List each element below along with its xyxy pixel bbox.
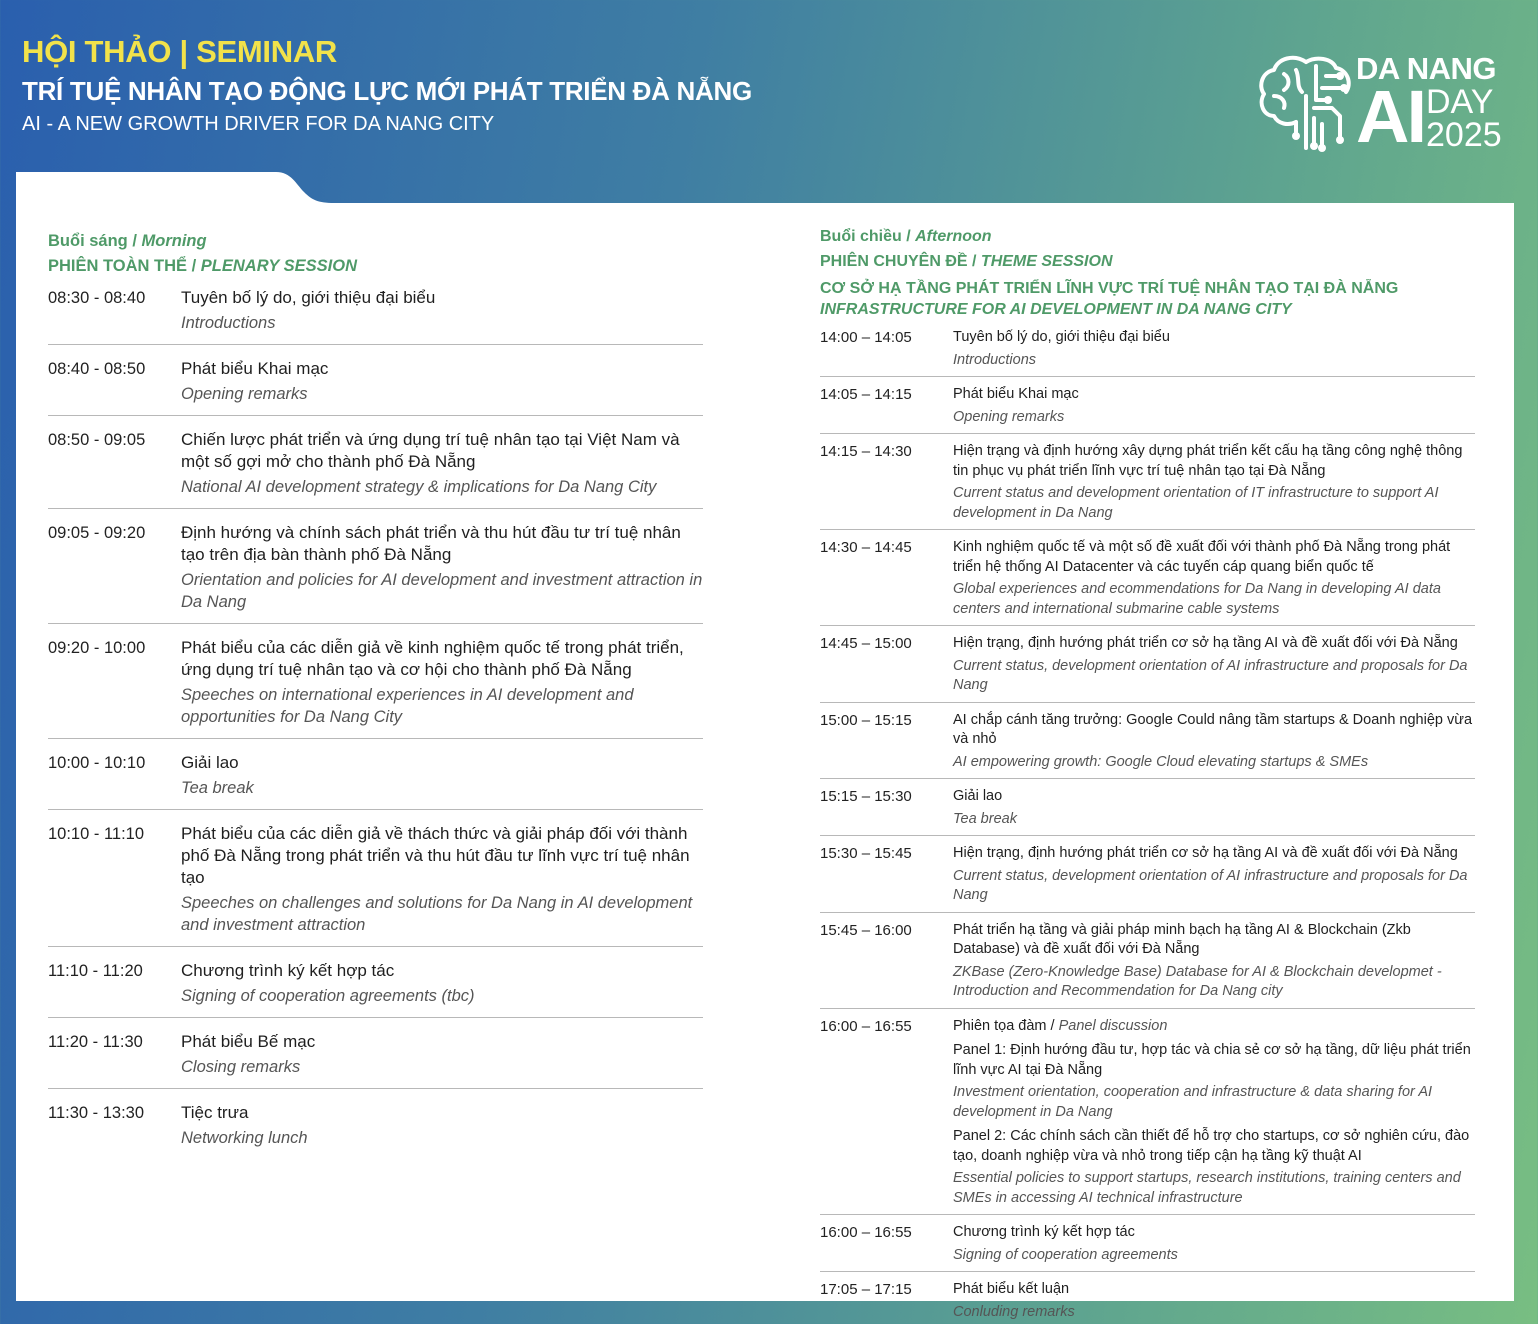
morning-column <box>48 229 710 1172</box>
panel-2-title-vi: Panel 2: Các chính sách cần thiết để hỗ trợ cho startups, cơ sở nghiên cứu, đào tạo, doanh nghiệp vừa và nhỏ trong tiếp cận hạ tầng kỹ thuật AI <box>953 1128 1470 1164</box>
agenda-row <box>48 1102 703 1159</box>
agenda-title-vi: Phát biểu Bế mạc <box>181 1032 316 1051</box>
agenda-title-vi: Giải lao <box>181 753 239 772</box>
agenda-title-en: Signing of cooperation agreements (tbc) <box>181 987 475 1005</box>
agenda-row <box>820 1280 1475 1324</box>
morning-session-heading: Buổi sáng / Morning <box>48 232 207 250</box>
agenda-title-en: Signing of cooperation agreements <box>953 1246 1178 1263</box>
agenda-time: 08:30 - 08:40 <box>48 289 146 307</box>
agenda-time: 11:20 - 11:30 <box>48 1033 143 1051</box>
agenda-row <box>48 358 703 416</box>
agenda-title-en: National AI development strategy & implications for Da Nang City <box>181 478 657 496</box>
agenda-title-vi: Giải lao <box>953 788 1003 804</box>
agenda-title-vi: Hiện trạng và định hướng xây dựng phát triển kết cấu hạ tầng công nghệ thông tin phục vụ phát triển lĩnh vực trí tuệ nhân tạo tại Đà Nẵng <box>953 443 1463 479</box>
agenda-title-en: AI empowering growth: Google Cloud elevating startups & SMEs <box>953 753 1369 770</box>
agenda-time: 10:00 - 10:10 <box>48 754 146 772</box>
agenda-row <box>820 328 1475 377</box>
agenda-title-en: Tea break <box>181 779 254 797</box>
agenda-row <box>48 429 703 509</box>
agenda-title-en: Introductions <box>953 351 1037 368</box>
agenda-time: 16:00 – 16:55 <box>820 1224 912 1241</box>
agenda-title-en: Tea break <box>953 810 1017 827</box>
brain-circuit-icon <box>1256 52 1356 152</box>
agenda-row-panel-discussion <box>820 1017 1475 1216</box>
agenda-title-vi: Hiện trạng, định hướng phát triển cơ sở hạ tầng AI và đề xuất đối với Đà Nẵng <box>953 635 1458 651</box>
agenda-time: 14:45 – 15:00 <box>820 635 912 652</box>
panel-2-title-en: Essential policies to support startups, research institutions, training centers and SMEs in accessing AI technical infrastructure <box>953 1170 1461 1206</box>
agenda-row <box>820 442 1475 530</box>
theme-title-en: INFRASTRUCTURE FOR AI DEVELOPMENT IN DA NANG CITY <box>820 301 1292 318</box>
afternoon-session-heading: Buổi chiều / Afternoon <box>820 228 992 245</box>
agenda-time: 15:30 – 15:45 <box>820 845 912 862</box>
logo-ai: AI <box>1356 75 1424 158</box>
agenda-row <box>48 287 703 345</box>
agenda-time: 15:15 – 15:30 <box>820 788 912 805</box>
agenda-title-vi: Phát biểu kết luận <box>953 1281 1070 1297</box>
agenda-title-en: Current status, development orientation of AI infrastructure and proposals for Da Nang <box>953 657 1468 693</box>
agenda-title-vi: AI chắp cánh tăng trưởng: Google Could nâng tầm startups & Doanh nghiệp vừa và nhỏ <box>953 711 1473 747</box>
agenda-row <box>820 538 1475 626</box>
agenda-title-vi: Tuyên bố lý do, giới thiệu đại biểu <box>953 329 1170 345</box>
agenda-row <box>820 787 1475 836</box>
agenda-row <box>48 637 703 739</box>
agenda-title-en: Speeches on challenges and solutions for Da Nang in AI development and investment attraction <box>181 894 693 934</box>
agenda-time: 14:00 – 14:05 <box>820 329 912 346</box>
agenda-title-vi: Hiện trạng, định hướng phát triển cơ sở hạ tầng AI và đề xuất đối với Đà Nẵng <box>953 845 1458 861</box>
agenda-title-en: Networking lunch <box>181 1129 308 1147</box>
agenda-title-en: Current status and development orientation of IT infrastructure to support AI development in Da Nang <box>953 485 1439 521</box>
agenda-title-vi: Định hướng và chính sách phát triển và thu hút đầu tư trí tuệ nhân tạo trên địa bàn thành phố Đà Nẵng <box>181 523 681 564</box>
agenda-title-en: Opening remarks <box>181 385 308 403</box>
agenda-row <box>820 844 1475 913</box>
agenda-time: 09:05 - 09:20 <box>48 524 146 542</box>
agenda-title-vi: Chương trình ký kết hợp tác <box>953 1224 1135 1240</box>
agenda-title-vi: Tiệc trưa <box>181 1103 249 1122</box>
agenda-row <box>820 1223 1475 1272</box>
agenda-time: 16:00 – 16:55 <box>820 1017 912 1035</box>
agenda-row <box>48 960 703 1018</box>
morning-agenda-list <box>48 287 710 1159</box>
logo-day: DAY <box>1426 83 1494 121</box>
title-vietnamese: TRÍ TUỆ NHÂN TẠO ĐỘNG LỰC MỚI PHÁT TRIỂN ĐÀ NẴNG <box>22 76 752 106</box>
agenda-title-en: Current status, development orientation of AI infrastructure and proposals for Da Nang <box>953 867 1468 903</box>
agenda-time: 10:10 - 11:10 <box>48 825 145 843</box>
logo-da-nang: DA NANG <box>1356 51 1497 86</box>
panel-discussion-title: Phiên tọa đàm / Panel discussion <box>953 1017 1168 1034</box>
agenda-title-vi: Phát biểu Khai mạc <box>181 359 329 378</box>
theme-session-heading: PHIÊN CHUYÊN ĐỀ / THEME SESSION <box>820 253 1113 270</box>
theme-title-vi: CƠ SỞ HẠ TẦNG PHÁT TRIỂN LĨNH VỰC TRÍ TUỆ NHÂN TẠO TẠI ĐÀ NẴNG <box>820 280 1399 297</box>
agenda-title-vi: Kinh nghiệm quốc tế và một số đề xuất đối với thành phố Đà Nẵng trong phát triển hệ thống AI Datacenter và các tuyến cáp quang biển quốc tế <box>953 539 1451 575</box>
agenda-time: 09:20 - 10:00 <box>48 639 146 657</box>
agenda-time: 11:30 - 13:30 <box>48 1104 145 1122</box>
agenda-time: 15:45 – 16:00 <box>820 921 912 939</box>
agenda-time: 17:05 – 17:15 <box>820 1281 912 1298</box>
agenda-title-en: ZKBase (Zero-Knowledge Base) Database for AI & Blockchain developmet - Introduction and Recommendation for Da Nang city <box>953 963 1442 999</box>
agenda-title-en: Global experiences and ecommendations for Da Nang in developing AI data centers and international submarine cable systems <box>953 581 1441 617</box>
agenda-time: 08:50 - 09:05 <box>48 431 146 449</box>
agenda-title-vi: Chiến lược phát triển và ứng dụng trí tuệ nhân tạo tại Việt Nam và một số gợi mở cho thành phố Đà Nẵng <box>181 430 680 471</box>
agenda-row <box>820 385 1475 434</box>
agenda-title-vi: Phát biểu Khai mạc <box>953 386 1079 402</box>
agenda-time: 14:05 – 14:15 <box>820 386 912 403</box>
agenda-title-vi: Chương trình ký kết hợp tác <box>181 961 395 980</box>
seminar-kicker: HỘI THẢO | SEMINAR <box>22 34 337 69</box>
agenda-time: 14:30 – 14:45 <box>820 539 912 556</box>
agenda-time: 15:00 – 15:15 <box>820 711 912 729</box>
afternoon-agenda-list <box>820 328 1486 1324</box>
agenda-title-vi: Phát biểu của các diễn giả về thách thức và giải pháp đối với thành phố Đà Nẵng trong phát triển và thu hút đầu tư lĩnh vực trí tuệ nhân tạo <box>181 824 690 887</box>
agenda-title-en: Opening remarks <box>953 408 1065 425</box>
afternoon-column <box>820 224 1486 1324</box>
agenda-row <box>820 711 1475 780</box>
da-nang-ai-day-logo <box>1256 51 1506 158</box>
header <box>22 34 752 136</box>
agenda-title-en: Introductions <box>181 314 276 332</box>
agenda-title-en: Closing remarks <box>181 1058 301 1076</box>
agenda-time: 11:10 - 11:20 <box>48 962 143 980</box>
agenda-title-vi: Tuyên bố lý do, giới thiệu đại biểu <box>181 288 436 307</box>
title-english: AI - A NEW GROWTH DRIVER FOR DA NANG CITY <box>22 113 495 135</box>
panel-1-title-en: Investment orientation, cooperation and infrastructure & data sharing for AI development in Da Nang <box>953 1084 1433 1120</box>
agenda-title-en: Orientation and policies for AI development and investment attraction in Da Nang <box>181 571 703 611</box>
agenda-row <box>48 1031 703 1089</box>
agenda-title-en: Speeches on international experiences in AI development and opportunities for Da Nang City <box>181 686 634 726</box>
agenda-row <box>48 522 703 624</box>
plenary-session-heading: PHIÊN TOÀN THỂ / PLENARY SESSION <box>48 257 357 275</box>
agenda-row <box>48 823 703 947</box>
agenda-row <box>48 752 703 810</box>
agenda-time: 08:40 - 08:50 <box>48 360 146 378</box>
agenda-row <box>820 921 1475 1009</box>
agenda-title-vi: Phát triển hạ tầng và giải pháp minh bạch hạ tầng AI & Blockchain (Zkb Database) và đề xuất đối với Đà Nẵng <box>953 921 1411 957</box>
agenda-time: 14:15 – 14:30 <box>820 443 912 460</box>
logo-year: 2025 <box>1426 116 1502 154</box>
agenda-row <box>820 634 1475 703</box>
agenda-title-vi: Phát biểu của các diễn giả về kinh nghiệm quốc tế trong phát triển, ứng dụng trí tuệ nhân tạo và cơ hội cho thành phố Đà Nẵng <box>181 638 684 679</box>
panel-1-title-vi: Panel 1: Định hướng đầu tư, hợp tác và chia sẻ cơ sở hạ tầng, dữ liệu phát triển lĩnh vực AI tại Đà Nẵng <box>953 1042 1471 1078</box>
agenda-title-en: Conluding remarks <box>953 1303 1075 1320</box>
